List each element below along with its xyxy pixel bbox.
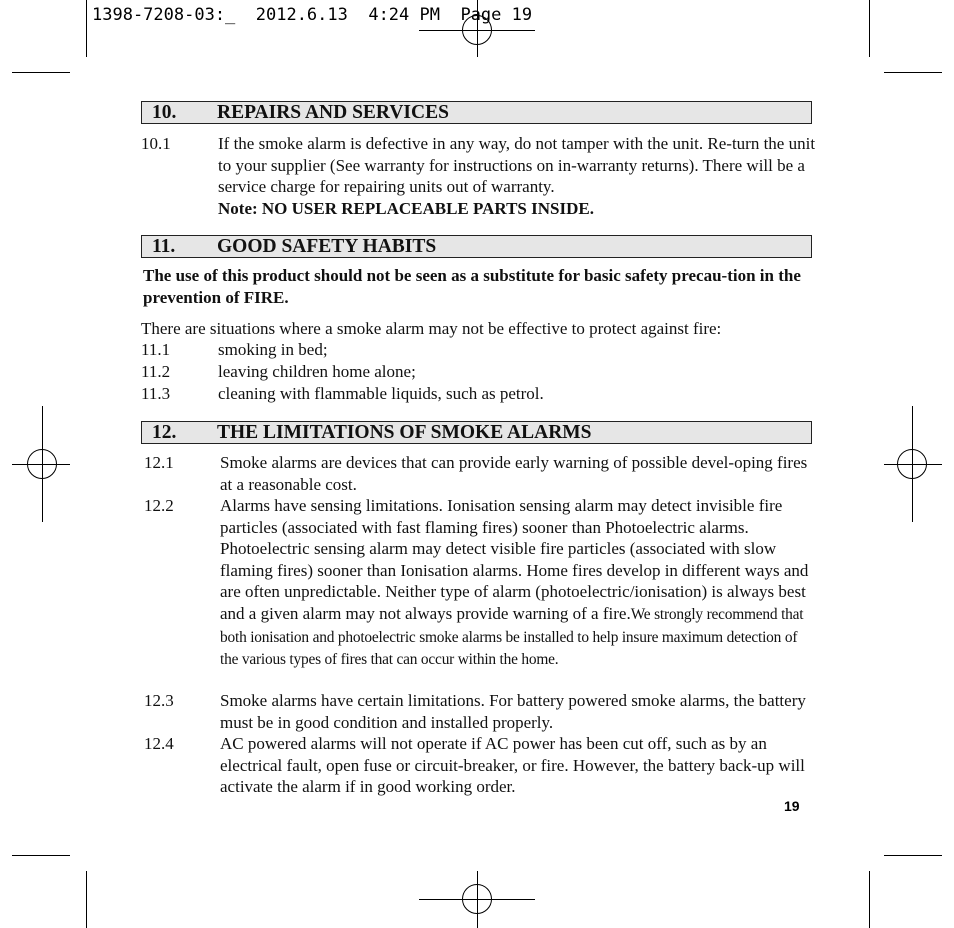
intro-paragraph: There are situations where a smoke alarm may not be effective to protect against fire: [141,319,722,338]
crop-mark [884,855,942,856]
section-number: 10. [152,102,177,123]
item-text: AC powered alarms will not operate if AC power has been cut off, such as by an electrical fault, open fuse or circuit-breaker, or fire. However, the battery back-up will activate the alarm if in good working order. [220,734,805,797]
list-item [141,383,817,405]
crop-mark [12,855,70,856]
item-text: Smoke alarms are devices that can provide early warning of possible devel-oping fires at a reasonable cost. [220,453,808,494]
item-number: 12.1 [144,453,174,472]
list-item [141,339,817,361]
item-text: smoking in bed; [218,340,328,359]
item-number: 12.3 [144,691,174,710]
list-item [144,452,817,495]
section-header-safety [141,235,812,258]
item-number: 11.1 [141,340,171,359]
crop-mark [869,0,870,57]
item-number: 11.3 [141,384,171,403]
section-title: GOOD SAFETY HABITS [217,236,437,257]
item-text: Smoke alarms have certain limitations. For battery powered smoke alarms, the battery must be in good condition and installed properly. [220,691,806,732]
crop-mark [86,0,87,57]
item-note: Note: NO USER REPLACEABLE PARTS INSIDE. [218,198,594,218]
registration-circle-icon [462,884,492,914]
print-slug: 1398-7208-03:_ 2012.6.13 4:24 PM Page 19 [92,5,533,25]
item-text-recommendation: We strongly recommend that both ionisation and photoelectric smoke alarms be installed to help insure maximum detection of the various types of fires that can occur within the home. [220,605,804,669]
item-text: cleaning with flammable liquids, such as petrol. [218,384,544,403]
section-title: REPAIRS AND SERVICES [217,102,449,123]
list-item [141,133,817,219]
page-number: 19 [784,798,800,814]
list-item [144,495,817,671]
crop-mark [884,72,942,73]
lead-paragraph: The use of this product should not be seen as a substitute for basic safety precau-tion in the prevention of FIRE. [143,266,801,307]
crop-mark [86,871,87,928]
registration-circle-icon [897,449,927,479]
item-number: 10.1 [141,134,171,153]
item-number: 11.2 [141,362,171,381]
list-item [144,690,817,733]
item-text: If the smoke alarm is defective in any way, do not tamper with the unit. Re-turn the unit to your supplier (See warranty for instructions on in-warranty returns). There will be a service charge for repairing units out of warranty. [218,134,816,197]
section-title: THE LIMITATIONS OF SMOKE ALARMS [217,422,592,443]
item-number: 12.2 [144,496,174,515]
section-number: 12. [152,422,177,443]
item-text: Alarms have sensing limitations. Ionisation sensing alarm may detect invisible fire particles (associated with fast flaming fires) sooner than Photoelectric alarms. Photoelectric sensing alarm may detect visible fire particles (associated with slow flaming fires) sooner than Ionisation alarms. Home fires develop in different ways and are often unpredictable. Neither type of alarm (photoelectric/ionisation) is always best and a given alarm may not always provide warning of a fire. [220,496,809,623]
item-number: 12.4 [144,734,174,753]
section-number: 11. [152,236,176,257]
list-item [141,361,817,383]
list-item [144,733,817,798]
section-header-limitations [141,421,812,444]
registration-circle-icon [27,449,57,479]
crop-mark [12,72,70,73]
section-header-repairs [141,101,812,124]
crop-mark [869,871,870,928]
item-text: leaving children home alone; [218,362,416,381]
